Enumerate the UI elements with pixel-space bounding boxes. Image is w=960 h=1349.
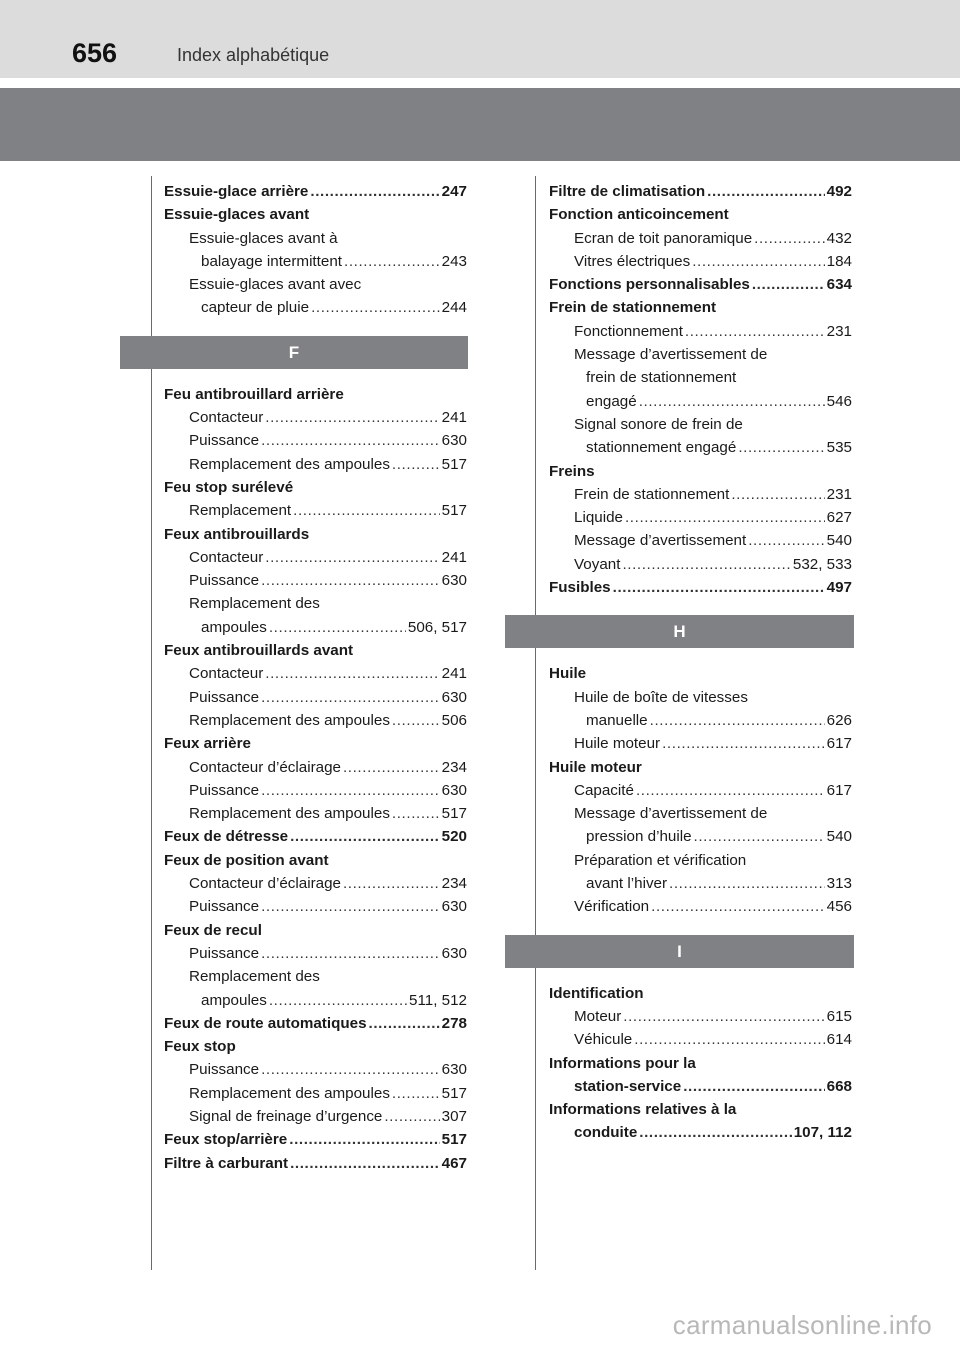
index-entry-term: Contacteur [189, 409, 264, 427]
dot-leader [269, 616, 406, 639]
index-entry [549, 273, 852, 296]
index-entry-term: Essuie-glace arrière [164, 183, 309, 200]
index-entry [164, 616, 467, 639]
index-entry-page: 517 [441, 1131, 467, 1149]
index-entry-term: Huile de boîte de vitesses [574, 688, 748, 706]
index-entry-term: Essuie-glaces avant avec [189, 276, 362, 294]
index-entry [164, 383, 467, 406]
index-entry-term: Feu stop surélevé [164, 478, 294, 496]
index-entry-term: Remplacement des [189, 968, 320, 986]
index-entry-page: 432 [826, 229, 852, 247]
index-entry-page: 506 [441, 711, 467, 729]
index-entry [164, 802, 467, 825]
index-entry-term: Remplacement des ampoules [189, 1084, 390, 1102]
index-entry-term: Remplacement des ampoules [189, 455, 390, 473]
index-entry-term: Feux stop/arrière [164, 1131, 288, 1149]
index-entry [549, 1028, 852, 1051]
index-entry [164, 895, 467, 918]
index-entry-term: Préparation et vérification [574, 851, 747, 869]
section-header-h: H [505, 615, 854, 648]
index-entry-term: Fusibles [549, 579, 611, 597]
index-entry-page: 244 [441, 299, 467, 317]
index-entry-page: 243 [441, 252, 467, 270]
index-entry [549, 1075, 852, 1098]
index-entry [549, 732, 852, 755]
index-entry-term: Remplacement des [189, 595, 320, 613]
index-entry-term: Feux antibrouillards avant [164, 642, 354, 660]
index-entry-page: 520 [441, 828, 467, 846]
index-entry-page: 614 [826, 1031, 852, 1049]
index-entry-term: Puissance [189, 688, 260, 706]
index-entry-page: 278 [441, 1014, 467, 1032]
index-entry-term: Contacteur [189, 548, 264, 566]
index-entry [164, 1035, 467, 1058]
dot-leader [343, 872, 440, 895]
index-entry [164, 942, 467, 965]
index-entry [549, 709, 852, 732]
index-entry [549, 872, 852, 895]
index-entry [549, 529, 852, 552]
index-entry-term: Contacteur d’éclairage [189, 875, 341, 893]
index-entry [549, 779, 852, 802]
index-entry-page: 231 [826, 322, 852, 340]
index-entry-term: Puissance [189, 572, 260, 590]
index-entry-term: Feux de position avant [164, 851, 329, 869]
index-entry-page: 617 [826, 781, 852, 799]
dot-leader [623, 1005, 824, 1028]
index-entry-term: Moteur [574, 1007, 622, 1025]
index-entry-term: engagé [586, 392, 637, 410]
index-entry [164, 406, 467, 429]
index-entry-page: 617 [826, 735, 852, 753]
index-entry [164, 1128, 467, 1151]
index-entry-term: Remplacement [189, 502, 292, 520]
index-entry-term: Remplacement des ampoules [189, 711, 390, 729]
index-entry [549, 825, 852, 848]
index-entry-term: Feu antibrouillard arrière [164, 385, 344, 403]
dot-leader [269, 989, 407, 1012]
index-entry-term: Frein de stationnement [549, 299, 717, 317]
dot-leader [731, 483, 824, 506]
index-entry-page: 630 [441, 688, 467, 706]
index-entry-term: Feux de recul [164, 921, 262, 939]
index-entry [549, 686, 852, 709]
index-entry-term: Signal de freinage d’urgence [189, 1107, 383, 1125]
index-entry [164, 453, 467, 476]
index-entry-page: 511, 512 [409, 991, 467, 1009]
index-entry-term: Frein de stationnement [574, 485, 730, 503]
dot-leader [662, 732, 825, 755]
index-entry-term: pression d’huile [586, 828, 692, 846]
dot-leader [392, 709, 440, 732]
index-entry-term: Informations pour la [549, 1054, 696, 1072]
index-entry-term: Puissance [189, 1061, 260, 1079]
dot-leader [290, 825, 440, 848]
index-entry [549, 895, 852, 918]
index-entry-term: Vitres électriques [574, 252, 691, 270]
index-entry-term: Feux antibrouillards [164, 525, 310, 543]
dot-leader [625, 506, 825, 529]
index-entry-term: balayage intermittent [201, 252, 342, 270]
index-entry [549, 413, 852, 436]
dot-leader [265, 662, 439, 685]
index-entry-term: Informations relatives à la [549, 1101, 737, 1119]
index-entry-term: Contacteur d’éclairage [189, 758, 341, 776]
index-entry [164, 639, 467, 662]
index-entry [164, 499, 467, 522]
dot-leader [392, 1082, 440, 1105]
index-entry-term: Puissance [189, 944, 260, 962]
index-entry-page: 247 [441, 183, 467, 200]
index-entry [549, 1005, 852, 1028]
index-entry-term: Liquide [574, 509, 623, 527]
index-entry [549, 756, 852, 779]
index-entry-term: Filtre de climatisation [549, 183, 706, 200]
index-entry [164, 1012, 467, 1035]
page-number: 656 [72, 38, 118, 68]
index-entry-term: Capacité [574, 781, 634, 799]
index-entry-page: 241 [441, 665, 467, 683]
index-entry-term: Signal sonore de frein de [574, 415, 743, 433]
index-entry-page: 234 [441, 758, 467, 776]
index-entry [549, 180, 852, 203]
index-entry-page: 626 [826, 711, 852, 729]
index-entry-term: Message d’avertissement [574, 532, 747, 550]
dot-leader [694, 825, 825, 848]
index-entry-term: frein de stationnement [586, 369, 737, 387]
index-entry [164, 296, 467, 319]
index-entry [549, 343, 852, 366]
index-entry-page: 307 [441, 1107, 467, 1125]
index-entry-term: Fonctionnement [574, 322, 683, 340]
index-entry-term: stationnement engagé [586, 439, 737, 457]
index-entry [164, 203, 467, 226]
index-entry-page: 107, 112 [793, 1124, 852, 1142]
index-entry [549, 506, 852, 529]
index-entry [164, 662, 467, 685]
index-entry-term: Vérification [574, 898, 650, 916]
index-entry-term: Essuie-glaces avant à [189, 229, 338, 247]
index-entry-term: Feux de détresse [164, 828, 289, 846]
index-entry-page: 234 [441, 875, 467, 893]
index-entry-term: Essuie-glaces avant [164, 206, 310, 224]
dot-leader [261, 779, 440, 802]
dot-leader [650, 709, 825, 732]
index-entry [549, 553, 852, 576]
dot-leader [261, 429, 440, 452]
index-entry [549, 296, 852, 319]
dot-leader [384, 1105, 439, 1128]
dot-leader [634, 1028, 824, 1051]
dot-leader [622, 553, 790, 576]
index-entry [164, 227, 467, 250]
index-entry-page: 615 [826, 1007, 852, 1025]
index-entry [549, 483, 852, 506]
index-entry-page: 634 [826, 276, 852, 294]
index-entry-page: 492 [826, 183, 852, 200]
index-entry [164, 523, 467, 546]
index-entry-term: Puissance [189, 432, 260, 450]
index-entry-page: 630 [441, 781, 467, 799]
dot-leader [369, 1012, 440, 1035]
index-entry [164, 180, 467, 203]
index-entry-term: Feux arrière [164, 735, 251, 753]
index-entry-term: Remplacement des ampoules [189, 805, 390, 823]
dot-leader [613, 576, 825, 599]
index-entry-term: capteur de pluie [201, 299, 310, 317]
index-entry [164, 919, 467, 942]
dot-leader [669, 872, 825, 895]
index-entry-term: Puissance [189, 898, 260, 916]
index-entry-term: Feux stop [164, 1038, 236, 1056]
index-entry-page: 546 [826, 392, 852, 410]
index-entry-term: manuelle [586, 711, 648, 729]
dot-leader [392, 802, 440, 825]
index-entry [549, 366, 852, 389]
index-entry [164, 592, 467, 615]
index-entry-term: conduite [574, 1124, 638, 1142]
index-entry [164, 732, 467, 755]
index-entry-page: 517 [441, 805, 467, 823]
index-entry [164, 1152, 467, 1175]
index-entry-page: 241 [441, 409, 467, 427]
index-entry-term: Huile [549, 665, 587, 683]
index-entry-page: 627 [826, 509, 852, 527]
index-entry-page: 506, 517 [407, 618, 467, 636]
index-entry-page: 630 [441, 432, 467, 450]
index-entry-page: 467 [441, 1154, 467, 1172]
dot-leader [748, 529, 824, 552]
dot-leader [265, 546, 439, 569]
index-entry-page: 517 [441, 502, 467, 520]
index-column-left [164, 180, 467, 1175]
index-entry-page: 668 [826, 1077, 852, 1095]
dot-leader [738, 436, 824, 459]
index-entry [164, 1082, 467, 1105]
index-entry [164, 989, 467, 1012]
index-entry [164, 250, 467, 273]
dot-leader [639, 390, 825, 413]
index-entry [549, 1052, 852, 1075]
index-entry [164, 1058, 467, 1081]
dot-leader [651, 895, 825, 918]
index-entry [549, 1098, 852, 1121]
watermark: carmanualsonline.info [672, 1310, 932, 1340]
index-entry-page: 231 [826, 485, 852, 503]
dot-leader [636, 779, 825, 802]
index-entry [164, 686, 467, 709]
index-entry-term: Fonctions personnalisables [549, 276, 750, 294]
dot-leader [692, 250, 824, 273]
index-column-right [549, 180, 852, 1145]
dot-leader [261, 942, 440, 965]
index-entry-term: Feux de route automatiques [164, 1014, 367, 1032]
index-entry-page: 497 [826, 579, 852, 597]
index-entry-term: Puissance [189, 781, 260, 799]
index-entry-term: avant l’hiver [586, 875, 668, 893]
column-divider-middle [535, 176, 536, 1270]
index-entry-page: 313 [826, 875, 852, 893]
index-entry [549, 662, 852, 685]
index-entry [164, 779, 467, 802]
index-entry [164, 872, 467, 895]
dot-leader [707, 180, 825, 203]
dot-leader [754, 227, 825, 250]
index-entry-page: 456 [826, 898, 852, 916]
index-entry [549, 849, 852, 872]
index-entry [164, 476, 467, 499]
index-entry-term: Identification [549, 984, 644, 1002]
section-header-f: F [120, 336, 468, 369]
index-entry [164, 273, 467, 296]
index-entry-term: Véhicule [574, 1031, 633, 1049]
index-entry [549, 320, 852, 343]
index-entry-page: 532, 533 [792, 555, 852, 573]
dot-leader [752, 273, 825, 296]
index-entry-term: Message d’avertissement de [574, 346, 768, 364]
page-title: Index alphabétique [177, 45, 330, 65]
index-entry-page: 241 [441, 548, 467, 566]
index-entry [549, 250, 852, 273]
index-entry-page: 184 [826, 252, 852, 270]
dot-leader [392, 453, 440, 476]
index-entry-term: ampoules [201, 991, 267, 1009]
index-entry [549, 460, 852, 483]
index-entry [164, 849, 467, 872]
index-entry [549, 576, 852, 599]
index-entry [549, 390, 852, 413]
index-entry-page: 517 [441, 1084, 467, 1102]
dot-leader [685, 320, 825, 343]
index-entry [164, 569, 467, 592]
index-entry-page: 535 [826, 439, 852, 457]
index-entry [549, 802, 852, 825]
dot-leader [265, 406, 439, 429]
index-entry [164, 965, 467, 988]
dot-leader [639, 1121, 791, 1144]
index-entry-term: Huile moteur [574, 735, 661, 753]
index-entry-page: 517 [441, 455, 467, 473]
index-entry [549, 1121, 852, 1144]
dot-leader [261, 686, 440, 709]
dot-leader [290, 1152, 440, 1175]
index-entry-term: ampoules [201, 618, 267, 636]
section-header-i: I [505, 935, 854, 968]
index-entry-page: 540 [826, 828, 852, 846]
index-entry-page: 540 [826, 532, 852, 550]
header-bar [0, 0, 960, 78]
index-entry-term: Freins [549, 462, 595, 480]
dot-leader [343, 756, 440, 779]
index-entry-page: 630 [441, 572, 467, 590]
dot-leader [310, 180, 439, 203]
index-entry-term: Fonction anticoincement [549, 206, 729, 224]
index-entry [164, 756, 467, 779]
index-entry-term: Message d’avertissement de [574, 805, 768, 823]
index-entry [549, 982, 852, 1005]
index-entry [549, 436, 852, 459]
index-entry [164, 1105, 467, 1128]
index-entry-term: Contacteur [189, 665, 264, 683]
index-entry [164, 709, 467, 732]
dot-leader [261, 1058, 440, 1081]
index-entry-page: 630 [441, 898, 467, 916]
index-entry [164, 429, 467, 452]
dot-leader [311, 296, 440, 319]
index-entry-term: Voyant [574, 555, 621, 573]
dot-leader [289, 1128, 439, 1151]
dot-leader [293, 499, 440, 522]
dot-leader [683, 1075, 824, 1098]
index-entry [549, 203, 852, 226]
index-entry [164, 825, 467, 848]
index-entry-term: Huile moteur [549, 758, 642, 776]
index-entry-term: station-service [574, 1077, 682, 1095]
index-entry-page: 630 [441, 1061, 467, 1079]
dot-leader [261, 895, 440, 918]
dot-leader [344, 250, 440, 273]
index-entry-term: Ecran de toit panoramique [574, 229, 753, 247]
index-entry [549, 227, 852, 250]
dot-leader [261, 569, 440, 592]
index-entry-term: Filtre à carburant [164, 1154, 289, 1172]
header-band [0, 88, 960, 161]
index-entry [164, 546, 467, 569]
index-entry-page: 630 [441, 944, 467, 962]
